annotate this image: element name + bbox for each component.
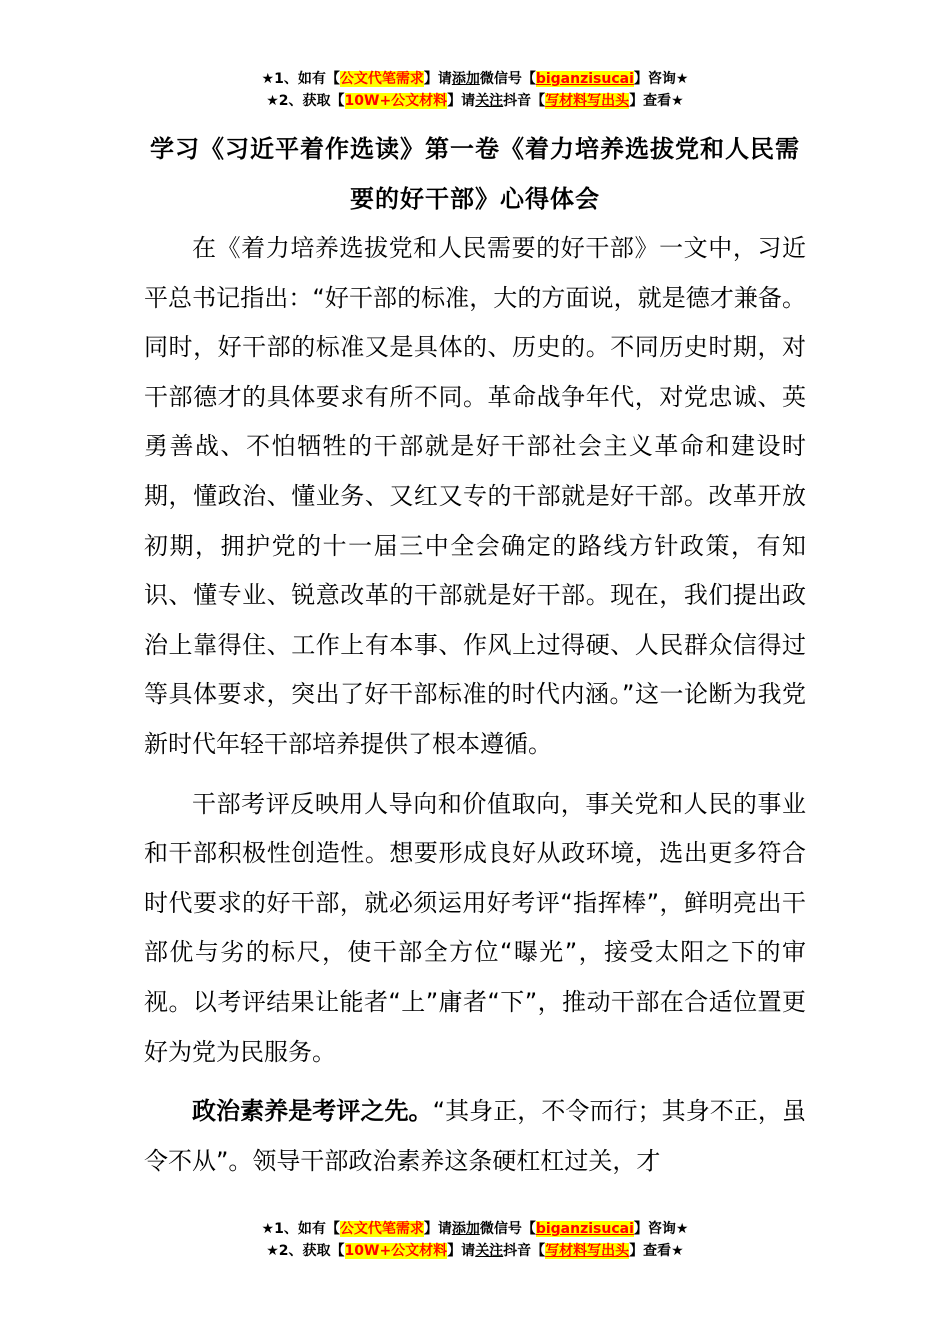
banner-text: ★2、获取【 [266, 93, 345, 109]
banner-emphasis: 关注 [475, 1243, 504, 1259]
banner-line-2 [0, 1240, 950, 1262]
banner-line-1 [0, 68, 950, 90]
banner-text: 】咨询★ [633, 71, 689, 87]
paragraph-3 [144, 1087, 806, 1186]
banner-emphasis: 添加 [451, 71, 480, 87]
banner-text: 微信号【 [479, 1221, 536, 1237]
paragraph-3-lead: 政治素养是考评之先。 [192, 1097, 433, 1126]
banner-text: 】请 [447, 1243, 476, 1259]
banner-douyin-name: 写材料写出头 [545, 93, 630, 109]
paragraph-1: 在《着力培养选拔党和人民需要的好干部》一文中，习近平总书记指出：“好干部的标准，大的方面说，就是德才兼备。同时，好干部的标准又是具体的、历史的。不同历史时期，对干部德才的具体要求有所不同。革命战争年代，对党忠诚、英勇善战、不怕牺牲的干部就是好干部社会主义革命和建设时期，懂政治、懂业务、又红又专的干部就是好干部。改革开放初期，拥护党的十一届三中全会确定的路线方针政策，有知识、懂专业、锐意改革的干部就是好干部。现在，我们提出政治上靠得住、工作上有本事、作风上过得硬、人民群众信得过等具体要求，突出了好干部标准的时代内涵。”这一论断为我党新时代年轻干部培养提供了根本遵循。 [144, 234, 806, 758]
banner-text: 微信号【 [479, 71, 536, 87]
banner-text: 】查看★ [629, 1243, 684, 1259]
banner-highlight: 公文代笔需求 [339, 1221, 424, 1237]
banner-line-2 [0, 90, 950, 112]
banner-line-1 [0, 1218, 950, 1240]
banner-emphasis: 关注 [475, 93, 504, 109]
banner-text: 】咨询★ [633, 1221, 689, 1237]
banner-text: 】查看★ [629, 93, 684, 109]
banner-text: 抖音【 [503, 1243, 546, 1259]
banner-highlight: 10W+公文材料 [344, 1243, 448, 1259]
banner-text: ★1、如有【 [261, 71, 340, 87]
banner-text: 】请 [423, 1221, 452, 1237]
banner-highlight: 10W+公文材料 [344, 93, 448, 109]
footer-banner [0, 1218, 950, 1262]
banner-text: 】请 [423, 71, 452, 87]
paragraph-3-text: “其身正，不令而行；其身不正，虽令不从”。领导干部政治素养这条硬杠杠过关，才 [144, 1097, 806, 1175]
banner-douyin-name: 写材料写出头 [545, 1243, 630, 1259]
document-body [144, 224, 806, 1186]
document-title: 学习《习近平着作选读》第一卷《着力培养选拔党和人民需要的好干部》心得体会 [150, 135, 800, 213]
banner-highlight: 公文代笔需求 [339, 71, 424, 87]
banner-emphasis: 添加 [451, 1221, 480, 1237]
paragraph-2: 干部考评反映用人导向和价值取向，事关党和人民的事业和干部积极性创造性。想要形成良好从政环境，选出更多符合时代要求的好干部，就必须运用好考评“指挥棒”，鲜明亮出干部优与劣的标尺，使干部全方位“曝光”，接受太阳之下的审视。以考评结果让能者“上”庸者“下”，推动干部在合适位置更好为党为民服务。 [144, 789, 806, 1066]
banner-text: 】请 [447, 93, 476, 109]
banner-text: ★1、如有【 [261, 1221, 340, 1237]
banner-text: ★2、获取【 [266, 1243, 345, 1259]
banner-wechat-id: biganzisucai [535, 71, 634, 87]
banner-text: 抖音【 [503, 93, 546, 109]
header-banner [0, 68, 950, 112]
banner-wechat-id: biganzisucai [535, 1221, 634, 1237]
